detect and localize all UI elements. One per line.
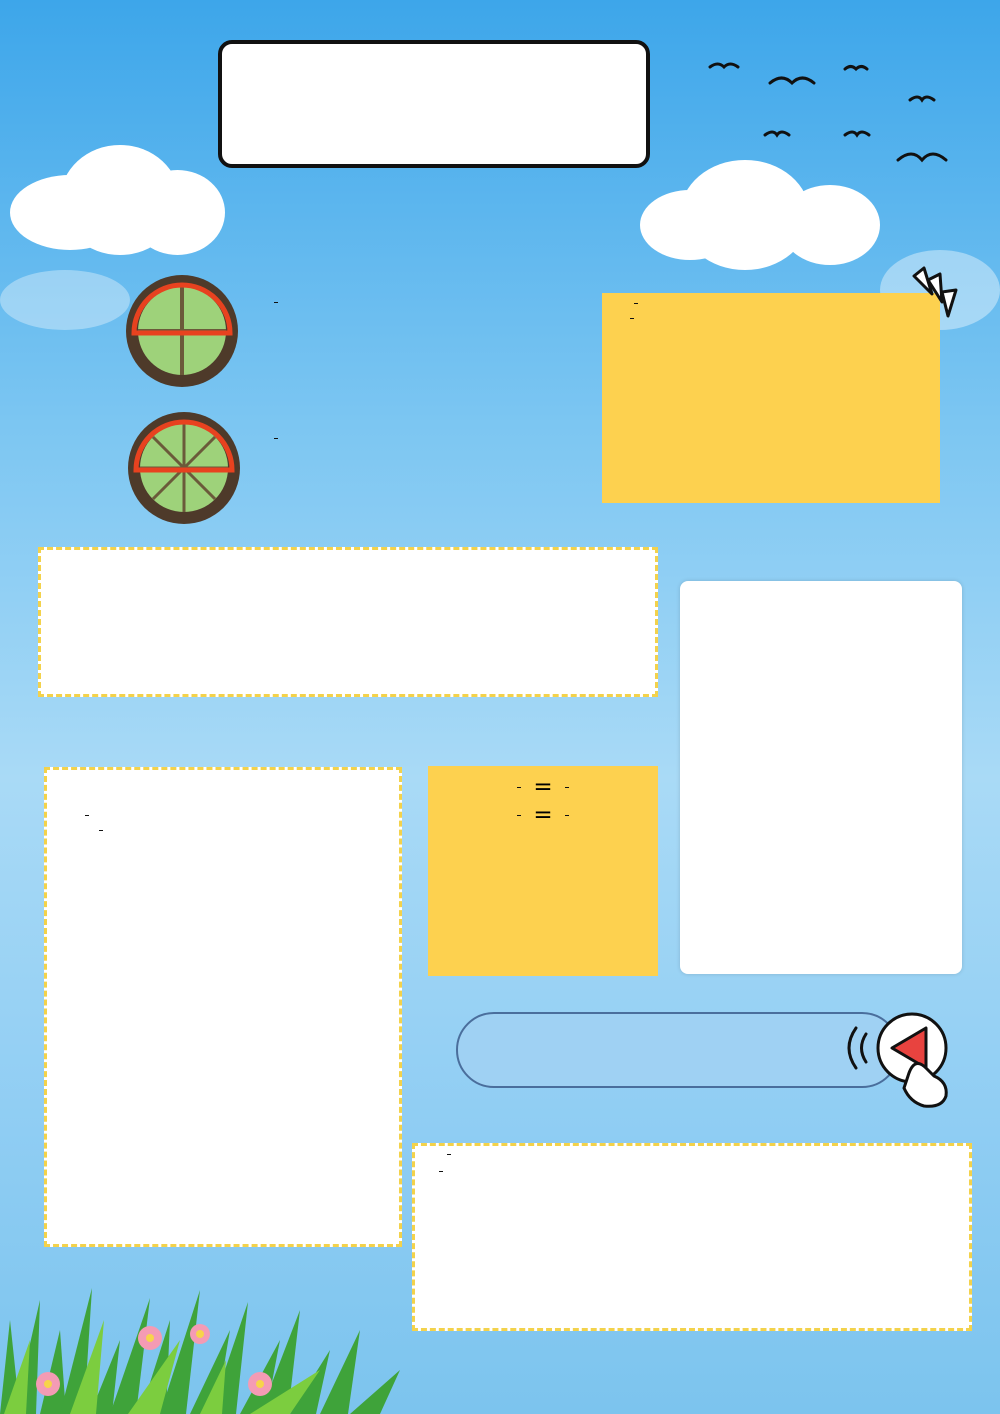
conclusion-fraction: [439, 1171, 443, 1172]
numerator: [274, 302, 278, 303]
numerator: [274, 438, 278, 439]
intro-row-1-fraction: [274, 302, 278, 303]
note-box: [602, 293, 940, 503]
numerator: [439, 1171, 443, 1172]
numerator: [517, 787, 521, 788]
note-fraction-1: [634, 303, 638, 304]
numerator: [447, 1154, 451, 1155]
note-fraction-2: [630, 318, 634, 319]
definition-box: [38, 547, 658, 697]
formula-multiply: =: [428, 774, 658, 800]
audio-prompt-box: [456, 1012, 900, 1088]
example-2-question-fraction: [447, 1154, 451, 1155]
numerator: [517, 815, 521, 816]
fraction-wall: [680, 581, 962, 974]
cloud: [130, 170, 225, 255]
audio-play-button[interactable]: [838, 1006, 953, 1111]
numerator: [565, 815, 569, 816]
jaja-laklak-quarters-image: [126, 275, 238, 387]
numerator: [565, 787, 569, 788]
cloud: [780, 185, 880, 265]
grass-decoration: [0, 1280, 420, 1414]
intro-row-2-fraction: [274, 438, 278, 439]
numerator: [630, 318, 634, 319]
title-box: [218, 40, 650, 168]
jaja-laklak-eighths-image: [128, 412, 240, 524]
example-1-question-fraction: [85, 815, 89, 816]
conclusion-fraction: [99, 830, 103, 831]
intro-row-1: [264, 298, 288, 303]
formula-box: [428, 766, 658, 976]
cloud: [0, 270, 130, 330]
fraction-wall-panel: [680, 581, 962, 974]
numerator: [634, 303, 638, 304]
example-1-box: [44, 767, 402, 1247]
example-2-box: [412, 1143, 972, 1331]
birds-icon: [700, 55, 960, 175]
intro-row-2: [264, 434, 288, 439]
formula-divide: =: [428, 802, 658, 828]
emphasis-lines-icon: [912, 266, 962, 326]
numerator: [85, 815, 89, 816]
numerator: [99, 830, 103, 831]
